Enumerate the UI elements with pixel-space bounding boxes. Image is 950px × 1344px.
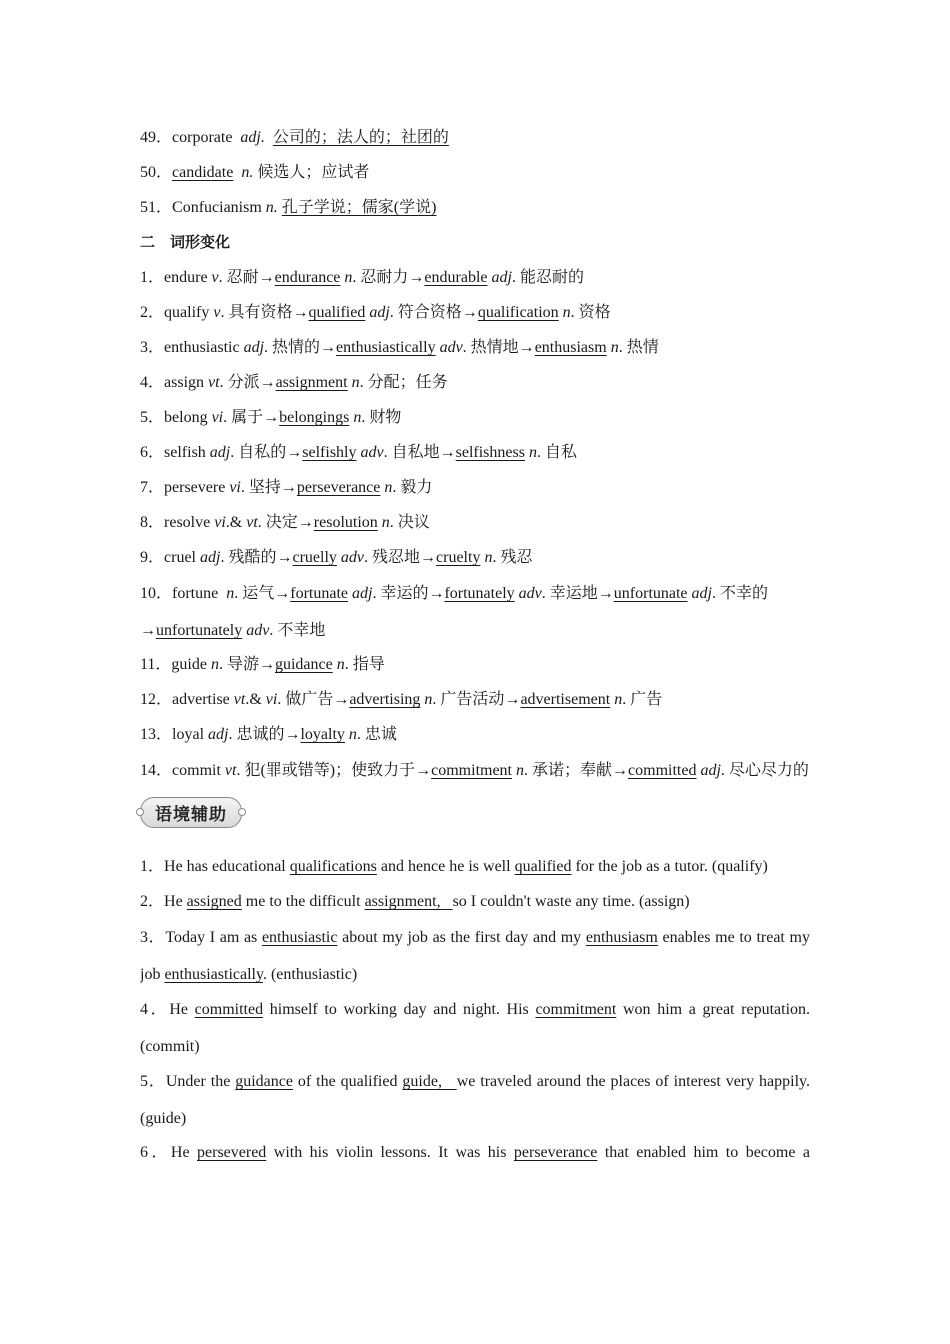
text-fragment: Today I am as <box>165 929 262 946</box>
answer-text: selfishly <box>302 444 357 461</box>
word-form-item-3 <box>140 330 810 365</box>
text-fragment: himself to working day and night. His <box>263 1001 536 1018</box>
part-of-speech: n <box>332 656 345 673</box>
text-fragment: Under the <box>165 1073 236 1090</box>
text-fragment: 14． <box>140 762 173 779</box>
part-of-speech: vt <box>233 691 246 708</box>
item-number: 51 <box>140 199 156 216</box>
answer-text: cruelly <box>292 549 337 566</box>
vocab-meaning: 候选人；应试者 <box>257 164 370 181</box>
vocab-item-50: 50．candidate n. 候选人；应试者 <box>140 164 370 181</box>
answer-text: loyalty <box>300 726 345 743</box>
answer-text: belongings <box>279 409 350 426</box>
word-form-item-13 <box>140 717 810 752</box>
text-fragment: 6． <box>140 1144 171 1161</box>
answer-text: enthusiastically <box>164 966 263 983</box>
word-form-item-5 <box>140 400 810 435</box>
word-form-item-1 <box>140 260 810 295</box>
text-fragment: won him a great reputation. (commit) <box>140 1001 810 1055</box>
word-form-item-6 <box>140 435 810 470</box>
answer-text: assignment, <box>364 893 441 910</box>
text-fragment: . 尽心尽力的 <box>720 762 809 779</box>
text-fragment: of the qualified <box>292 1073 403 1090</box>
text-fragment: . 财物 <box>361 409 402 426</box>
answer-text: fortunately <box>444 585 515 602</box>
text-fragment: loyal <box>172 726 205 743</box>
text-fragment: about my job as the first day and my <box>337 929 586 946</box>
text-fragment: we traveled around the places of interest very happily. (guide) <box>140 1073 810 1127</box>
answer-text: guidance <box>274 656 333 673</box>
answer-text: endurance <box>274 269 341 286</box>
vocab-word: candidate <box>172 164 234 181</box>
word-form-item-10 <box>140 575 810 649</box>
text-fragment: 6． <box>140 444 165 461</box>
text-fragment: . 忍耐→ <box>218 269 275 286</box>
text-fragment: 7． <box>140 479 165 496</box>
part-of-speech: adj <box>200 549 221 566</box>
part-of-speech: adj <box>696 762 721 779</box>
text-fragment: . 资格 <box>570 304 611 321</box>
answer-text: cruelty <box>436 549 481 566</box>
answer-text: unfortunate <box>613 585 688 602</box>
part-of-speech: n <box>420 691 433 708</box>
part-of-speech: adj <box>687 585 712 602</box>
text-fragment: . 残酷的→ <box>220 549 293 566</box>
text-fragment: . 导游→ <box>218 656 275 673</box>
answer-text: advertising <box>349 691 421 708</box>
text-fragment: . 自私地→ <box>383 444 456 461</box>
text-fragment: . 做广告→ <box>277 691 350 708</box>
text-fragment: . 热情 <box>618 339 659 356</box>
answer-text: perseverance <box>296 479 381 496</box>
answer-text: commitment <box>535 1001 617 1018</box>
text-fragment: . 残忍地→ <box>364 549 437 566</box>
answer-text: guidance <box>235 1073 293 1090</box>
text-fragment: . 自私 <box>536 444 577 461</box>
text-fragment: 2． <box>140 893 165 910</box>
answer-text: endurable <box>424 269 488 286</box>
answer-text: guide, <box>402 1073 442 1090</box>
text-fragment: 4． <box>140 1001 170 1018</box>
part-of-speech: vt <box>208 374 220 391</box>
part-of-speech: n <box>377 514 390 531</box>
answer-text: persevered <box>197 1144 267 1161</box>
text-fragment: and hence he is well <box>376 858 515 875</box>
part-of-speech: adj <box>208 726 229 743</box>
vocab-meaning: 孔子学说；儒家(学说) <box>281 199 437 216</box>
text-fragment: . 广告活动→ <box>432 691 521 708</box>
part-of-speech: adv <box>514 585 542 602</box>
part-of-speech: adj <box>243 339 265 356</box>
part-of-speech: adj <box>487 269 512 286</box>
part-of-speech: n <box>558 304 571 321</box>
sentence-3 <box>140 919 810 993</box>
answer-text: qualifications <box>289 858 377 875</box>
vocab-word: corporate <box>172 129 233 146</box>
text-fragment: . 符合资格→ <box>389 304 478 321</box>
text-fragment: assign <box>164 374 205 391</box>
item-number: 50 <box>140 164 156 181</box>
sentence-5 <box>140 1063 810 1137</box>
text-fragment: belong <box>164 409 208 426</box>
word-form-item-2 <box>140 295 810 330</box>
text-fragment: persevere <box>164 479 226 496</box>
part-of-speech: n <box>380 479 393 496</box>
text-fragment: He <box>169 1001 195 1018</box>
answer-text: enthusiastically <box>336 339 436 356</box>
part-of-speech: n. <box>265 199 278 216</box>
part-of-speech: n <box>226 585 235 602</box>
answer-text: selfishness <box>455 444 525 461</box>
word-form-item-8 <box>140 505 810 540</box>
text-fragment: . 分派→ <box>219 374 276 391</box>
answer-text: resolution <box>313 514 378 531</box>
part-of-speech: adv <box>336 549 364 566</box>
part-of-speech: vi <box>265 691 278 708</box>
text-fragment: .& <box>245 691 266 708</box>
part-of-speech: n <box>512 762 524 779</box>
answer-text: advertisement <box>520 691 611 708</box>
text-fragment: . 广告 <box>622 691 663 708</box>
word-form-item-4 <box>140 365 810 400</box>
text-fragment: 9． <box>140 549 165 566</box>
text-fragment: . 犯(罪或错等)；使致力于→ <box>236 762 432 779</box>
answer-text: enthusiasm <box>534 339 607 356</box>
text-fragment: cruel <box>164 549 196 566</box>
word-form-item-14 <box>140 752 810 789</box>
part-of-speech: n <box>344 726 357 743</box>
text-fragment: . 不幸地 <box>269 622 326 639</box>
text-fragment: . 热情的→ <box>264 339 337 356</box>
text-fragment: . 决定→ <box>257 514 314 531</box>
text-fragment: . 热情地→ <box>462 339 535 356</box>
text-fragment: 3． <box>140 339 165 356</box>
text-fragment: . 属于→ <box>223 409 280 426</box>
word-form-item-11 <box>140 647 810 682</box>
text-fragment: . 忠诚 <box>356 726 397 743</box>
answer-text: qualified <box>514 858 572 875</box>
text-fragment: . 幸运的→ <box>372 585 445 602</box>
text-fragment: enthusiastic <box>164 339 240 356</box>
text-fragment: advertise <box>172 691 230 708</box>
text-fragment: 3． <box>140 929 166 946</box>
text-fragment: . 不幸的 <box>711 585 768 602</box>
vocab-word: Confucianism <box>172 199 262 216</box>
word-form-item-9 <box>140 540 810 575</box>
part-of-speech: adv <box>242 622 270 639</box>
text-fragment: that enabled him to become a <box>597 1144 810 1161</box>
text-fragment: . 毅力 <box>392 479 433 496</box>
text-fragment: . 忠诚的→ <box>228 726 301 743</box>
text-fragment: . 坚持→ <box>240 479 297 496</box>
text-fragment: . 决议 <box>389 514 430 531</box>
part-of-speech: n <box>210 656 219 673</box>
part-of-speech: vi <box>229 479 241 496</box>
part-of-speech: vt <box>224 762 237 779</box>
text-fragment: commit <box>172 762 221 779</box>
text-fragment: guide <box>171 656 207 673</box>
text-fragment: 11． <box>140 656 172 673</box>
part-of-speech: n <box>347 374 360 391</box>
text-fragment: He <box>170 1144 198 1161</box>
text-fragment: He has educational <box>164 858 290 875</box>
text-fragment: for the job as a tutor. (qualify) <box>571 858 768 875</box>
text-fragment: He <box>164 893 187 910</box>
word-form-item-12 <box>140 682 810 717</box>
section-heading-word-forms: 二 词形变化 <box>140 233 231 251</box>
part-of-speech: adv <box>435 339 463 356</box>
context-section-header <box>140 787 810 837</box>
text-fragment: . 能忍耐的 <box>511 269 584 286</box>
document-page <box>140 120 810 1170</box>
text-fragment: . 分配；任务 <box>359 374 448 391</box>
word-form-item-7 <box>140 470 810 505</box>
text-fragment: . 幸运地→ <box>541 585 614 602</box>
text-fragment: . (enthusiastic) <box>262 966 358 983</box>
sentence-2 <box>140 884 810 919</box>
text-fragment: 12． <box>140 691 173 708</box>
part-of-speech: vt <box>246 514 258 531</box>
text-fragment: enables me to treat my job <box>140 929 810 983</box>
text-fragment: . 运气→ <box>234 585 291 602</box>
text-fragment: 8． <box>140 514 165 531</box>
text-fragment: . 具有资格→ <box>220 304 309 321</box>
answer-text: assignment <box>275 374 348 391</box>
text-fragment: selfish <box>164 444 206 461</box>
text-fragment: 5． <box>140 409 165 426</box>
text-fragment: so I couldn't waste any time. (assign) <box>452 893 690 910</box>
answer-text: unfortunately <box>156 622 243 639</box>
text-fragment: 2． <box>140 304 165 321</box>
part-of-speech: adv <box>356 444 384 461</box>
part-of-speech: n <box>480 549 493 566</box>
sentence-6 <box>140 1135 810 1170</box>
context-badge: 语境辅助 <box>140 797 242 828</box>
part-of-speech: v <box>211 269 219 286</box>
part-of-speech: n. <box>241 164 254 181</box>
answer-text: perseverance <box>513 1144 598 1161</box>
vocab-item-49: 49．corporate adj. 公司的；法人的；社团的 <box>140 129 449 146</box>
answer-text: committed <box>628 762 697 779</box>
part-of-speech: adj <box>365 304 390 321</box>
part-of-speech: vi <box>211 409 224 426</box>
vocab-item-51: 51．Confucianism n. 孔子学说；儒家(学说) <box>140 199 437 216</box>
text-fragment: 1． <box>140 858 165 875</box>
text-fragment: .& <box>225 514 247 531</box>
text-fragment: fortune <box>172 585 219 602</box>
answer-text: fortunate <box>290 585 348 602</box>
item-number: 49 <box>140 129 156 146</box>
part-of-speech: n <box>610 691 623 708</box>
part-of-speech: adj. <box>240 129 265 146</box>
part-of-speech: n <box>606 339 619 356</box>
text-fragment: . 自私的→ <box>230 444 303 461</box>
part-of-speech: n <box>524 444 537 461</box>
text-fragment: . 指导 <box>344 656 385 673</box>
text-fragment: 13． <box>140 726 173 743</box>
text-fragment: 1． <box>140 269 165 286</box>
answer-text: commitment <box>431 762 512 779</box>
text-fragment: . 承诺；奉献→ <box>524 762 629 779</box>
answer-text: enthusiasm <box>585 929 658 946</box>
vocab-meaning: 公司的；法人的；社团的 <box>272 129 449 146</box>
part-of-speech: n <box>349 409 362 426</box>
sentence-4 <box>140 991 810 1065</box>
text-fragment: 4． <box>140 374 165 391</box>
answer-text: assigned <box>186 893 242 910</box>
text-fragment: qualify <box>164 304 210 321</box>
answer-text: qualified <box>308 304 366 321</box>
answer-text: enthusiastic <box>261 929 338 946</box>
answer-text: committed <box>194 1001 264 1018</box>
part-of-speech: v <box>213 304 221 321</box>
text-fragment: . 忍耐力→ <box>352 269 425 286</box>
text-fragment: resolve <box>164 514 211 531</box>
part-of-speech: n <box>340 269 353 286</box>
part-of-speech: adj <box>209 444 231 461</box>
text-fragment: → <box>140 622 156 639</box>
part-of-speech: adj <box>347 585 373 602</box>
part-of-speech: vi <box>214 514 226 531</box>
text-fragment: endure <box>164 269 208 286</box>
answer-text: qualification <box>477 304 559 321</box>
text-fragment: with his violin lessons. It was his <box>266 1144 514 1161</box>
text-fragment: 5． <box>140 1073 166 1090</box>
text-fragment: . 残忍 <box>492 549 533 566</box>
text-fragment: 10． <box>140 585 173 602</box>
text-fragment: me to the difficult <box>241 893 365 910</box>
sentence-1 <box>140 849 810 884</box>
